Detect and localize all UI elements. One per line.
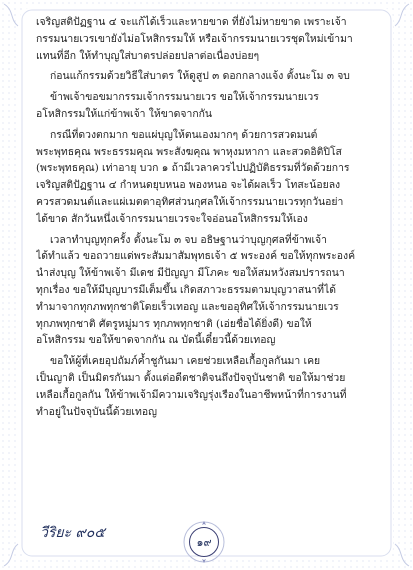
text-line: ก่อนแก้กรรมด้วยวิธีใส่บาตร ให้ดูสูป ๓ ดอกกลางแจ้ง ตั้งนะโม ๓ จบ	[50, 70, 350, 83]
text-line: ข้าพเจ้าขอขมากรรมเจ้ากรรมนายเวร ขอให้เจ้ากรรมนายเวร	[50, 91, 319, 104]
paragraph	[36, 127, 381, 228]
text-line: ทำอยู่ในปัจจุบันนี้ด้วยเทอญ	[36, 405, 157, 418]
text-line: ทุกภพทุกชาติ ศัตรูหมู่มาร ทุกภพทุกชาติ (เอ่ยชื่อได้ยิ่งดี) ขอให้	[36, 317, 312, 330]
page-number: ๑๙	[189, 527, 219, 557]
text-line: พระพุทธคุณ พระธรรมคุณ พระสังฆคุณ พาหุงมหากา และสวดอิติปิโส	[36, 145, 342, 158]
document-body	[36, 14, 381, 420]
text-line: เป็นญาติ เป็นมิตรกันมา ตั้งแต่อดีตชาติจนถึงปัจจุบันชาติ ขอให้มาช่วย	[36, 371, 346, 384]
text-line: ทำมาจากทุกภพทุกชาติโดยเร็วเทอญ และขออุทิศให้เจ้ากรรมนายเวร	[36, 300, 339, 313]
paragraph	[36, 232, 381, 350]
paragraph	[36, 353, 381, 420]
text-line: อโหสิกรรมให้แก่ข้าพเจ้า ให้ขาดจากกัน	[36, 107, 213, 120]
text-line: ทุกเรื่อง ขอให้มีบุญบารมีเต็มขึ้น เกิดสภาวะธรรมตามบุญวาสนาที่ได้	[36, 283, 337, 296]
text-line: ควรสวดมนต์และแผ่เมตตาอุทิศส่วนกุศลให้เจ้ากรรมนายเวรทุกวันอย่า	[36, 195, 344, 208]
text-line: กรรมนายเวรเขายังไม่อโหสิกรรมให้ หรือเจ้ากรรมนายเวรชุดใหม่เข้ามา	[36, 32, 353, 45]
paragraph	[36, 89, 381, 123]
signature-text: วีริยะ ๙๐๕	[40, 525, 105, 541]
text-line: ได้ทำแล้ว ขอถวายแด่พระสัมมาสัมพุทธเจ้า ๕ พระองค์ ขอให้ทุกพระองค์	[36, 250, 356, 263]
text-line: อโหสิกรรม ขอให้ขาดจากกัน ณ บัดนี้เดี๋ยวนี้ด้วยเทอญ	[36, 334, 276, 347]
text-line: เจริญสติปัฏฐาน ๔ จะแก้ได้เร็วและหายขาด ที่ยังไม่หายขาด เพราะเจ้า	[36, 16, 347, 28]
text-line: เวลาทำบุญทุกครั้ง ตั้งนะโม ๓ จบ อธิษฐานว่าบุญกุศลที่ข้าพเจ้า	[50, 233, 327, 246]
text-line: ได้ขาด สักวันหนึ่งเจ้ากรรมนายเวรจะใจอ่อนอโหสิกรรมให้เอง	[36, 212, 308, 225]
paragraph	[36, 68, 381, 85]
text-line: แทนที่อีก ให้ทำบุญใส่บาตรปล่อยปลาต่อเนื่องบ่อยๆ	[36, 49, 260, 62]
text-line: ขอให้ผู้ที่เคยอุปถัมภ์ค้ำชูกันมา เคยช่วยเหลือเกื้อกูลกันมา เคย	[50, 355, 321, 368]
text-line: เจริญสติปัฏฐาน ๔ กำหนดยุบหนอ พองหนอ จะได้ผลเร็ว โทสะน้อยลง	[36, 179, 341, 192]
text-line: (พระพุทธคุณ) เท่าอายุ บวก ๑ ถ้ามีเวลาควรไปปฏิบัติธรรมที่วัดด้วยการ	[36, 162, 350, 175]
text-line: เหลือเกื้อกูลกัน ให้ข้าพเจ้ามีความเจริญรุ่งเรืองในอาชีพหน้าที่การงานที่	[36, 388, 347, 401]
text-line: กรณีที่ดวงตกมาก ขอแผ่บุญให้ตนเองมากๆ ด้วยการสวดมนต์	[50, 128, 318, 141]
paragraph	[36, 14, 381, 64]
text-line: นำส่งบุญ ให้ข้าพเจ้า มีเดช มีปัญญา มีโภคะ ขอให้สมหวังสมปรารถนา	[36, 267, 345, 280]
